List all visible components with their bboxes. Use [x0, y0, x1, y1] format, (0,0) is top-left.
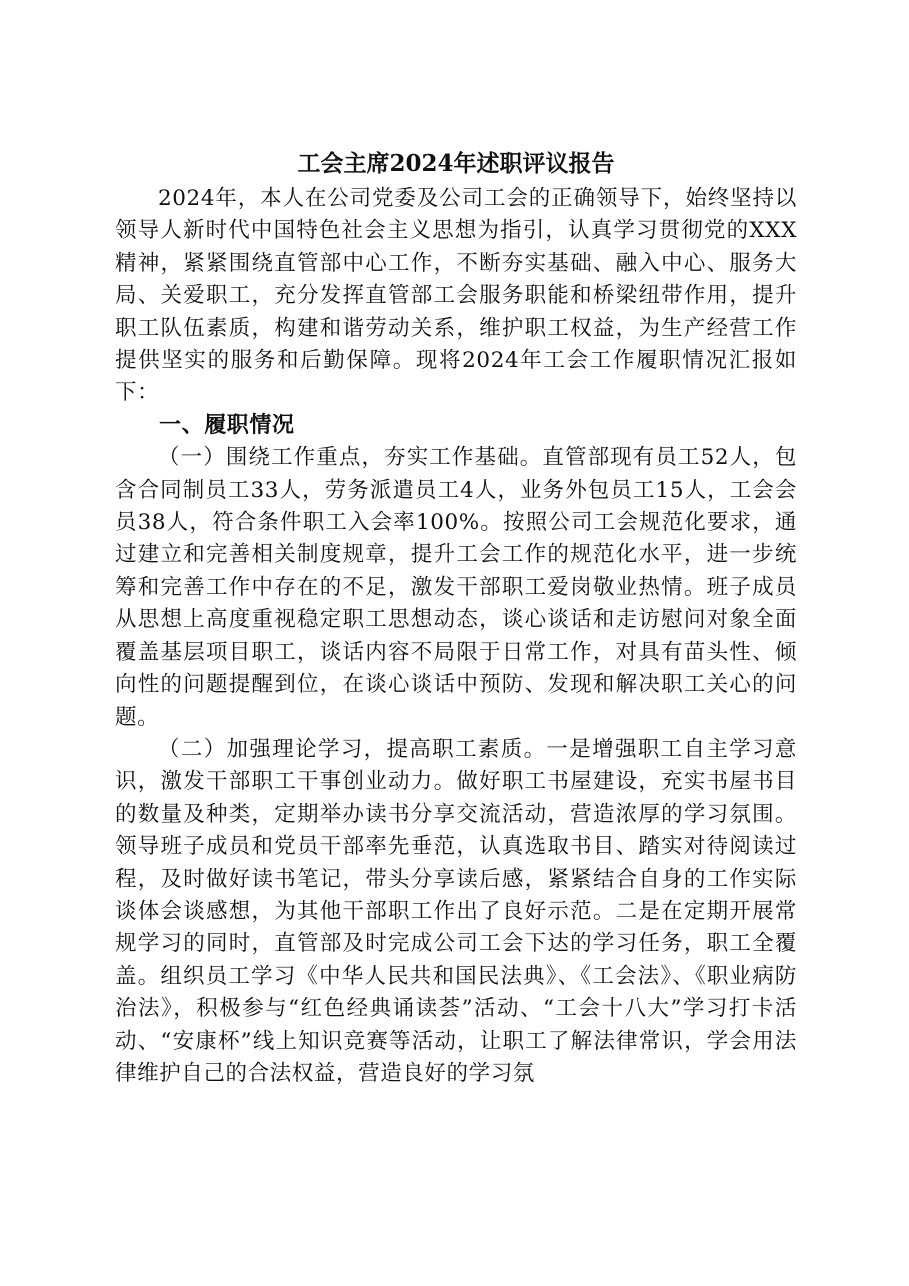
document-title: 工会主席2024年述职评议报告	[297, 150, 615, 177]
body-paragraph-1: （一）围绕工作重点，夯实工作基础。直管部现有员工52人，包含合同制员工33人，劳务派遣员工4人，业务外包员工15人，工会会员38人，符合条件职工入会率100%。按照公司工会规范化要求，通过建立和完善相关制度规章，提升工会工作的规范化水平，进一步统筹和完善工作中存在的不足，激发干部职工爱岗敬业热情。班子成员从思想上高度重视稳定职工思想动态，谈心谈话和走访慰问对象全面覆盖基层项目职工，谈话内容不局限于日常工作，对具有苗头性、倾向性的问题提醒到位，在谈心谈话中预防、发现和解决职工关心的问题。	[115, 445, 797, 730]
section-heading: 一、履职情况	[159, 412, 295, 438]
intro-paragraph: 2024年，本人在公司党委及公司工会的正确领导下，始终坚持以领导人新时代中国特色社会主义思想为指引，认真学习贯彻党的XXX精神，紧紧围绕直管部中心工作，不断夯实基础、融入中心、服务大局、关爱职工，充分发挥直管部工会服务职能和桥梁纽带作用，提升职工队伍素质，构建和谐劳动关系，维护职工权益，为生产经营工作提供坚实的服务和后勤保障。现将2024年工会工作履职情况汇报如下：	[115, 186, 797, 406]
body-paragraph-2: （二）加强理论学习，提高职工素质。一是增强职工自主学习意识，激发干部职工干事创业动力。做好职工书屋建设，充实书屋书目的数量及种类，定期举办读书分享交流活动，营造浓厚的学习氛围。领导班子成员和党员干部率先垂范，认真选取书目、踏实对待阅读过程，及时做好读书笔记，带头分享读后感，紧紧结合自身的工作实际谈体会谈感想，为其他干部职工作出了良好示范。二是在定期开展常规学习的同时，直管部及时完成公司工会下达的学习任务，职工全覆盖。组织员工学习《中华人民共和国民法典》、《工会法》、《职业病防治法》，积极参与“红色经典诵读荟”活动、“工会十八大”学习打卡活动、“安康杯”线上知识竞赛等活动，让职工了解法律常识，学会用法律维护自己的合法权益，营造良好的学习氛	[115, 736, 797, 1086]
document-body	[115, 145, 797, 1090]
